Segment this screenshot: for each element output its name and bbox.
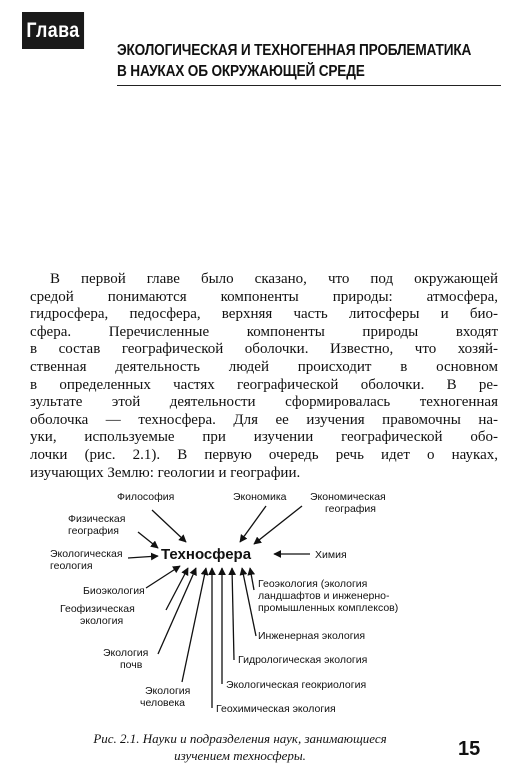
- arrow-eco-geology: [128, 556, 158, 558]
- body-line: гидросфера, педосфера, верхняя часть литосферы и био-: [30, 306, 498, 323]
- label-geophys-eco-1: Геофизическая: [60, 603, 135, 615]
- label-economics: Экономика: [233, 491, 287, 503]
- body-line: сфера. Перечисленные компоненты природы входят: [30, 323, 498, 340]
- body-line: зультате этой деятельности сформировалась техногенная: [30, 394, 498, 411]
- arrow-phys-geography: [138, 532, 158, 548]
- arrow-philosophy: [152, 510, 186, 542]
- body-line: лочки (рис. 2.1). В первую очередь речь идет о науках,: [30, 446, 498, 463]
- technosphere-diagram: [30, 482, 470, 722]
- body-line: оболочка — техносфера. Для ее изучения правомочны на-: [30, 411, 498, 428]
- diagram-svg: [30, 482, 470, 722]
- caption-line: Рис. 2.1. Науки и подразделения наук, занимающиеся: [93, 731, 387, 746]
- center-technosphere: Техносфера: [161, 546, 252, 563]
- arrow-hydro-eco: [232, 568, 234, 660]
- caption-line: изучением техносферы.: [174, 748, 306, 763]
- page-number: 15: [458, 738, 481, 760]
- label-geoecology-1: Геоэкология (экология: [258, 578, 368, 590]
- label-soil-eco-2: почв: [120, 659, 143, 671]
- label-geochem-eco: Геохимическая экология: [216, 703, 336, 715]
- chapter-title: [117, 40, 497, 82]
- label-eco-geology-2: геология: [50, 560, 93, 572]
- body-line: уки, используемые при изучении географической обо-: [30, 429, 498, 446]
- body-line: в определенных частях географической оболочки. В ре-: [30, 376, 498, 393]
- title-rule: [117, 85, 501, 86]
- label-bioecology: Биоэкология: [83, 585, 145, 597]
- arrow-geophys-eco: [166, 568, 188, 610]
- body-paragraph: [30, 271, 498, 482]
- body-line: в состав географической оболочки. Известно, что хозяй-: [30, 341, 498, 358]
- label-chemistry: Химия: [315, 549, 347, 561]
- label-econ-geography-1: Экономическая: [310, 491, 386, 503]
- body-line: изучающих Землю: геологии и географии.: [30, 464, 301, 481]
- label-phys-geography-2: география: [68, 525, 119, 537]
- label-phys-geography-1: Физическая: [68, 513, 126, 525]
- label-geophys-eco-2: экология: [80, 615, 124, 627]
- label-geoecology-2: ландшафтов и инженерно-: [258, 590, 390, 602]
- label-econ-geography-2: география: [325, 503, 376, 515]
- arrow-bioecology: [146, 566, 180, 588]
- label-cryo: Экологическая геокриология: [226, 679, 367, 691]
- arrow-human-eco: [182, 568, 206, 682]
- label-geoecology-3: промышленных комплексов): [258, 602, 399, 614]
- body-line: средой понимаются компоненты природы: атмосфера,: [30, 288, 498, 305]
- chapter-title-line: В НАУКАХ ОБ ОКРУЖАЮЩЕЙ СРЕДЕ: [117, 63, 365, 80]
- figure-caption: [40, 730, 440, 764]
- label-eco-geology-1: Экологическая: [50, 548, 123, 560]
- body-line: В первой главе было сказано, что под окружающей: [50, 271, 498, 287]
- label-hydro-eco: Гидрологическая экология: [238, 654, 368, 666]
- body-line: ственная деятельность людей происходит в основном: [30, 358, 498, 375]
- label-philosophy: Философия: [117, 491, 175, 503]
- arrow-geoecology: [250, 568, 254, 590]
- chapter-label: Глава 2: [22, 12, 84, 49]
- chapter-title-line: ЭКОЛОГИЧЕСКАЯ И ТЕХНОГЕННАЯ ПРОБЛЕМАТИКА: [117, 42, 472, 59]
- label-eng-eco: Инженерная экология: [258, 630, 366, 642]
- label-human-eco-2: человека: [140, 697, 186, 709]
- label-soil-eco-1: Экология: [103, 647, 149, 659]
- label-human-eco-1: Экология: [145, 685, 191, 697]
- arrow-eng-eco: [242, 568, 256, 636]
- arrow-economics: [240, 506, 266, 542]
